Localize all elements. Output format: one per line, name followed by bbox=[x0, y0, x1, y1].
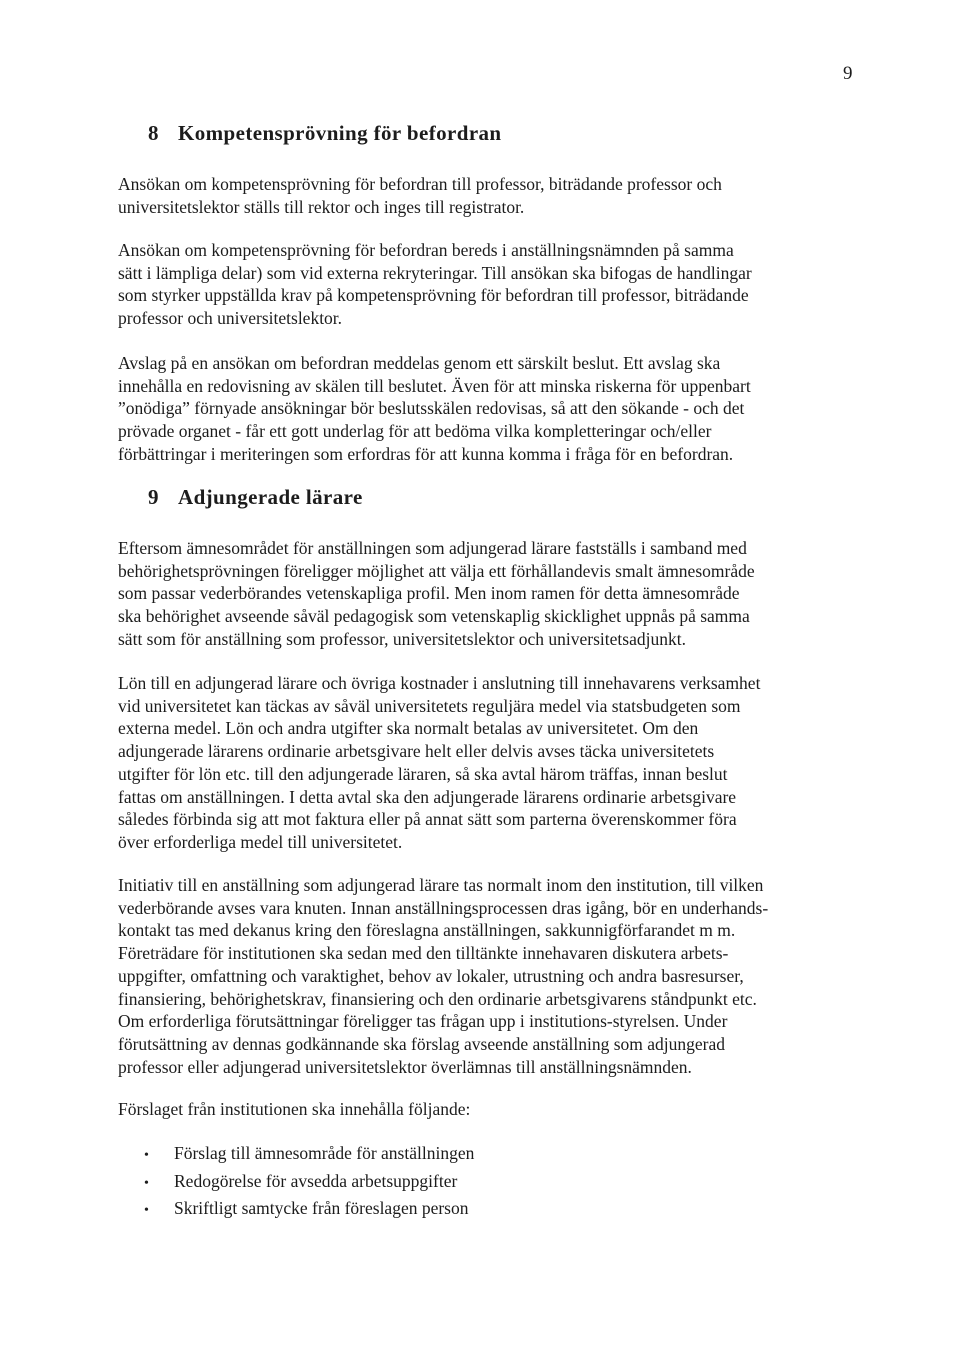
list-item-text: Redogörelse för avsedda arbetsuppgifter bbox=[174, 1170, 458, 1191]
bullet-icon: • bbox=[144, 1175, 149, 1191]
text-line: förbättringar i meriteringen som erfordras för att kunna komma i fråga för en befordran. bbox=[118, 443, 734, 464]
text-line: utgifter för lön etc. till den adjungerade läraren, så ska avtal härom träffas, innan beslut bbox=[118, 763, 728, 784]
list-item-text: Skriftligt samtycke från föreslagen person bbox=[174, 1198, 469, 1218]
text-line: professor och universitetslektor. bbox=[118, 308, 343, 329]
text-line: Förslaget från institutionen ska innehålla följande: bbox=[118, 1099, 471, 1119]
section-8-paragraph-1 bbox=[118, 173, 848, 218]
section-9-number: 9 bbox=[148, 485, 159, 509]
section-9-title: Adjungerade lärare bbox=[178, 485, 363, 509]
text-line: ”onödiga” förnyade ansökningar bör beslutsskälen redovisas, så att den sökande - och det bbox=[118, 398, 745, 419]
page-number: 9 bbox=[843, 63, 853, 84]
text-line: fattas om anställningen. I detta avtal ska den adjungerade lärarens ordinarie arbetsgivare bbox=[118, 786, 737, 807]
text-line: Avslag på en ansökan om befordran meddelas genom ett särskilt beslut. Ett avslag ska bbox=[118, 353, 721, 373]
section-9-paragraph-3 bbox=[118, 874, 848, 1078]
text-line: externa medel. Lön och andra utgifter ska normalt betalas av universitetet. Om den bbox=[118, 718, 699, 739]
text-line: som passar vederbörandes vetenskapliga profil. Men inom ramen för detta ämnesområde bbox=[118, 583, 740, 604]
bullet-icon: • bbox=[144, 1148, 149, 1163]
text-line: Ansökan om kompetensprövning för befordran till professor, biträdande professor och bbox=[118, 174, 722, 194]
text-line: sätt i lämpliga delar) som vid externa rekryteringar. Till ansökan ska bifogas de handlingar bbox=[118, 262, 752, 283]
text-line: adjungerade lärarens ordinarie arbetsgivare helt eller delvis avses täcka universitetets bbox=[118, 741, 715, 762]
list-item bbox=[144, 1196, 474, 1224]
section-8-title: Kompetensprövning för befordran bbox=[178, 121, 502, 145]
text-line: finansiering, behörighetskrav, finansiering och den ordinarie arbetsgivarens ståndpunkt etc. bbox=[118, 988, 757, 1009]
section-8-paragraph-2 bbox=[118, 239, 848, 330]
text-line: universitetslektor ställs till rektor och inges till registrator. bbox=[118, 196, 525, 217]
text-line: Initiativ till en anställning som adjungerad lärare tas normalt inom den institution, till vilken bbox=[118, 875, 764, 895]
text-line: Om erforderliga förutsättningar föreligger tas frågan upp i institutions-styrelsen. Under bbox=[118, 1011, 728, 1032]
text-line: förutsättning av dennas godkännande ska förslag avseende anställning som adjungerad bbox=[118, 1033, 725, 1054]
text-line: som styrker uppställda krav på kompetensprövning för befordran till professor, biträdande bbox=[118, 285, 749, 306]
text-line: ska behörighet avseende såväl pedagogisk som vetenskaplig skicklighet uppnås på samma bbox=[118, 606, 750, 627]
list-item bbox=[144, 1141, 474, 1169]
section-8-paragraph-3 bbox=[118, 352, 848, 466]
text-line: behörighetsprövningen föreligger möjlighet att välja ett förhållandevis smalt ämnesområde bbox=[118, 560, 755, 581]
text-line: sätt som för anställning som professor, universitetslektor och universitetsadjunkt. bbox=[118, 628, 686, 649]
section-9-paragraph-4 bbox=[118, 1098, 848, 1121]
text-line: över erforderliga medel till universitetet. bbox=[118, 831, 403, 852]
text-line: uppgifter, omfattning och varaktighet, behov av lokaler, utrustning och andra basresurser, bbox=[118, 965, 744, 986]
section-8-number: 8 bbox=[148, 121, 159, 145]
text-line: Eftersom ämnesområdet för anställningen som adjungerad lärare fastställs i samband med bbox=[118, 538, 747, 558]
section-9-paragraph-2 bbox=[118, 672, 848, 854]
section-9-paragraph-1 bbox=[118, 537, 848, 651]
text-line: således förbinda sig att mot faktura eller på annat sätt som parterna överenskommer föra bbox=[118, 809, 737, 830]
text-line: prövade organet - får ett gott underlag för att bedöma vilka kompletteringar och/eller bbox=[118, 421, 712, 442]
text-line: Ansökan om kompetensprövning för befordran bereds i anställningsnämnden på samma bbox=[118, 240, 734, 260]
bullet-icon: • bbox=[144, 1203, 149, 1218]
text-line: vid universitetet kan täckas av såväl universitetets reguljära medel via statsbudgeten som bbox=[118, 695, 741, 716]
text-line: Företrädare för institutionen ska sedan med den tilltänkte innehavaren diskutera arbets- bbox=[118, 943, 729, 964]
text-line: vederbörande avses vara knuten. Innan anställningsprocessen dras igång, bör en underhands- bbox=[118, 897, 769, 918]
text-line: innehålla en redovisning av skälen till beslutet. Även för att minska riskerna för uppenbart bbox=[118, 375, 751, 396]
text-line: professor eller adjungerad universitetslektor överlämnas till anställningsnämnden. bbox=[118, 1056, 692, 1077]
text-line: Lön till en adjungerad lärare och övriga kostnader i anslutning till innehavarens verksamhet bbox=[118, 673, 761, 693]
text-line: kontakt tas med dekanus kring den föreslagna anställningen, sakkunnigförfarandet m m. bbox=[118, 920, 736, 941]
section-9-heading bbox=[148, 483, 363, 511]
list-item bbox=[144, 1169, 474, 1197]
bullet-list bbox=[144, 1141, 474, 1224]
list-item-text: Förslag till ämnesområde för anställningen bbox=[174, 1143, 475, 1163]
section-8-heading bbox=[148, 119, 502, 147]
